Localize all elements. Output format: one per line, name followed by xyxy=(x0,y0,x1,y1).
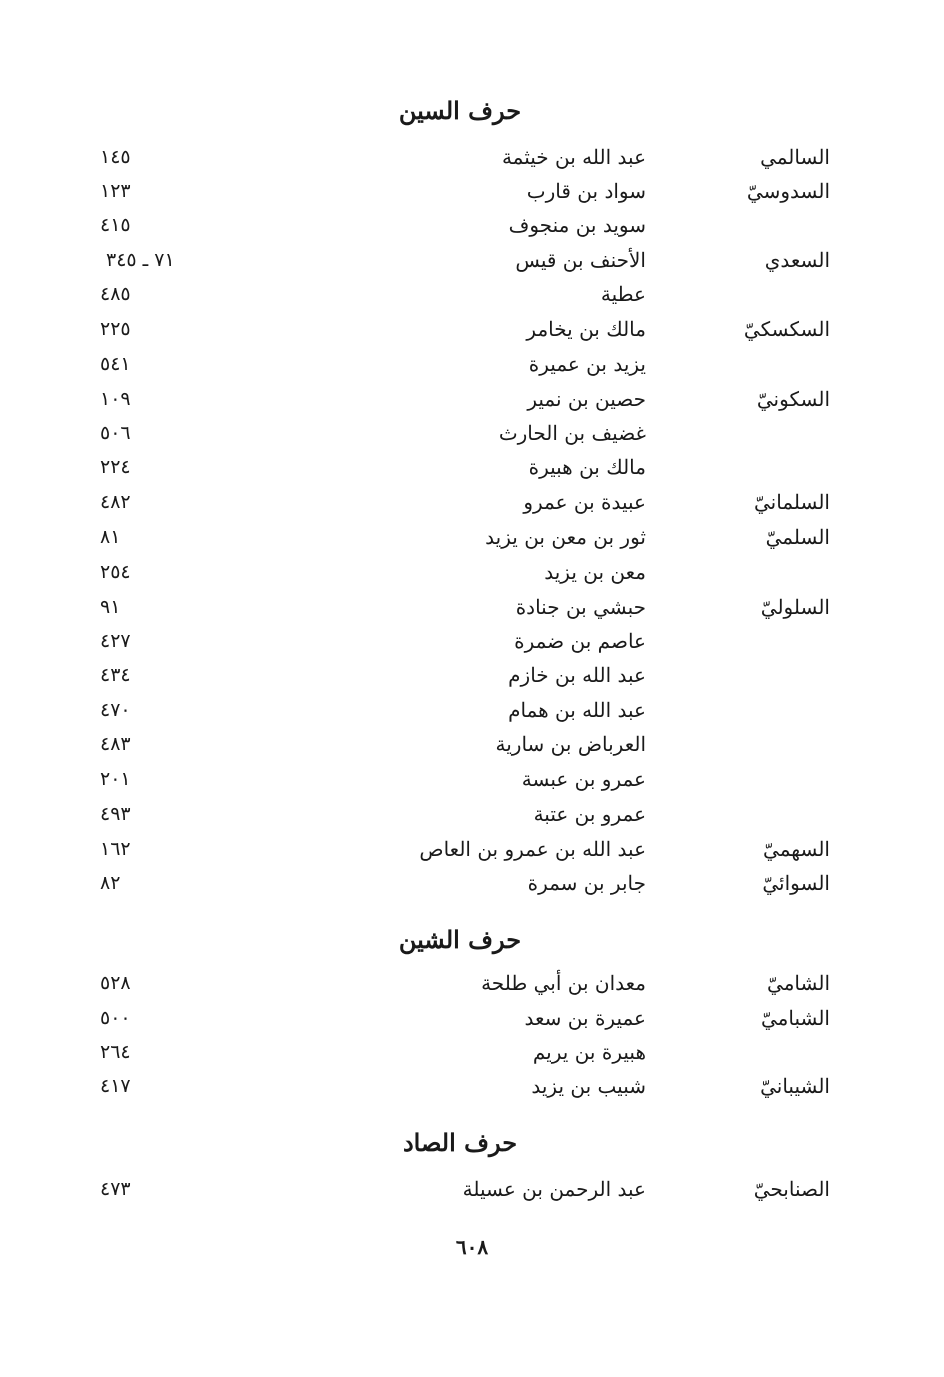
nisba-label: السكسكيّ xyxy=(743,317,830,341)
page-reference: ٢٦٤ xyxy=(100,1041,131,1063)
nisba-label: الشباميّ xyxy=(760,1006,830,1030)
nisba-label: الشاميّ xyxy=(767,971,830,995)
index-row xyxy=(0,450,944,484)
person-name: مالك بن يخامر xyxy=(526,317,646,341)
page-reference: ٤٨٢ xyxy=(100,491,131,513)
person-name: عبد الرحمن بن عسيلة xyxy=(462,1177,646,1201)
person-name: عبد الله بن خازم xyxy=(508,663,646,687)
person-name: الأحنف بن قيس xyxy=(515,248,646,272)
person-name: حصين بن نمير xyxy=(527,387,646,411)
person-name: معن بن يزيد xyxy=(544,560,646,584)
section-title-sad: حرف الصاد xyxy=(402,1128,518,1157)
person-name: عبد الله بن خيثمة xyxy=(501,145,646,169)
person-name: عميرة بن سعد xyxy=(524,1006,646,1030)
page-reference: ٥٢٨ xyxy=(100,972,131,994)
page-reference: ١٦٢ xyxy=(100,838,131,860)
index-row xyxy=(0,485,944,519)
page-reference: ٤١٥ xyxy=(100,214,131,236)
page-reference: ٤٢٧ xyxy=(100,630,131,652)
page-reference: ١٢٣ xyxy=(100,180,131,202)
page-reference: ٢٠١ xyxy=(100,768,131,790)
person-name: يزيد بن عميرة xyxy=(528,352,646,376)
index-row xyxy=(0,520,944,554)
person-name: العرباض بن سارية xyxy=(495,732,646,756)
nisba-label: السلوليّ xyxy=(760,595,830,619)
page-reference: ٥٤١ xyxy=(100,353,131,375)
index-row xyxy=(0,590,944,624)
index-row xyxy=(0,1172,944,1206)
nisba-label: السوائيّ xyxy=(762,871,830,895)
person-name: عمرو بن عتبة xyxy=(533,802,646,826)
nisba-label: السالمي xyxy=(760,145,830,169)
page-reference: ٧١ ـ ٣٤٥ xyxy=(106,249,175,271)
index-row xyxy=(0,866,944,900)
nisba-label: السلميّ xyxy=(765,525,830,549)
nisba-label: السدوسيّ xyxy=(746,179,830,203)
index-row xyxy=(0,832,944,866)
page-reference: ٨١ xyxy=(100,526,121,548)
page-number: ٦٠٨ xyxy=(455,1235,489,1259)
page-reference: ٥٠٦ xyxy=(100,422,131,444)
person-name: سويد بن منجوف xyxy=(508,213,646,237)
person-name: عبد الله بن عمرو بن العاص xyxy=(419,837,646,861)
nisba-label: السعدي xyxy=(764,248,830,272)
person-name: حبشي بن جنادة xyxy=(515,595,646,619)
index-row xyxy=(0,1069,944,1103)
page-reference: ٤٨٣ xyxy=(100,733,131,755)
page-reference: ١٠٩ xyxy=(100,388,131,410)
person-name: هبيرة بن يريم xyxy=(532,1040,646,1064)
index-row xyxy=(0,312,944,346)
index-row xyxy=(0,1001,944,1035)
index-row xyxy=(0,762,944,796)
nisba-label: الصنابحيّ xyxy=(753,1177,830,1201)
index-row xyxy=(0,1035,944,1069)
person-name: عمرو بن عبسة xyxy=(521,767,646,791)
page-reference: ٤٩٣ xyxy=(100,803,131,825)
index-row xyxy=(0,243,944,277)
person-name: ثور بن معن بن يزيد xyxy=(485,525,646,549)
person-name: معدان بن أبي طلحة xyxy=(481,971,646,995)
person-name: عاصم بن ضمرة xyxy=(514,629,646,653)
index-row xyxy=(0,382,944,416)
page-reference: ٤٧٠ xyxy=(100,699,131,721)
nisba-label: السهميّ xyxy=(763,837,830,861)
person-name: عبيدة بن عمرو xyxy=(523,490,646,514)
index-row xyxy=(0,727,944,761)
nisba-label: السكونيّ xyxy=(756,387,830,411)
person-name: غضيف بن الحارث xyxy=(498,421,646,445)
nisba-label: السلمانيّ xyxy=(753,490,830,514)
index-row xyxy=(0,797,944,831)
index-row xyxy=(0,658,944,692)
index-row xyxy=(0,416,944,450)
person-name: عطية xyxy=(600,282,646,306)
page-reference: ٤١٧ xyxy=(100,1075,131,1097)
index-row xyxy=(0,277,944,311)
page-reference: ٢٥٤ xyxy=(100,561,131,583)
person-name: مالك بن هبيرة xyxy=(528,455,646,479)
page-reference: ٤٣٤ xyxy=(100,664,131,686)
section-title-shin: حرف الشين xyxy=(398,925,522,954)
person-name: عبد الله بن همام xyxy=(508,698,646,722)
page-reference: ٥٠٠ xyxy=(100,1007,131,1029)
index-row xyxy=(0,624,944,658)
person-name: سواد بن قارب xyxy=(526,179,646,203)
index-row xyxy=(0,208,944,242)
page-reference: ٢٢٥ xyxy=(100,318,131,340)
index-row xyxy=(0,174,944,208)
page-reference: ١٤٥ xyxy=(100,146,131,168)
person-name: جابر بن سمرة xyxy=(527,871,646,895)
index-row xyxy=(0,555,944,589)
nisba-label: الشيبانيّ xyxy=(760,1074,830,1098)
page-reference: ٩١ xyxy=(100,596,121,618)
index-row xyxy=(0,966,944,1000)
index-row xyxy=(0,140,944,174)
index-row xyxy=(0,347,944,381)
page-reference: ٤٨٥ xyxy=(100,283,131,305)
index-row xyxy=(0,693,944,727)
section-title-sin: حرف السين xyxy=(398,96,522,125)
page-reference: ٤٧٣ xyxy=(100,1178,131,1200)
person-name: شبيب بن يزيد xyxy=(531,1074,646,1098)
page-reference: ٢٢٤ xyxy=(100,456,131,478)
page-reference: ٨٢ xyxy=(100,872,121,894)
